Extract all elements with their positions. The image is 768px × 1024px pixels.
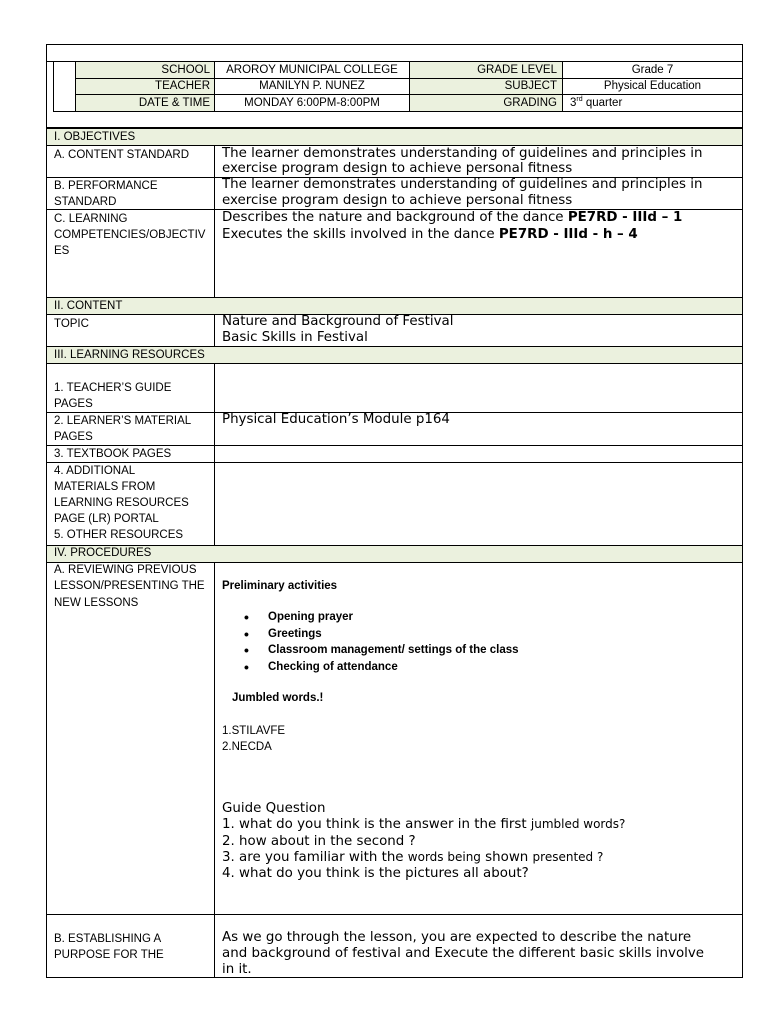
content-standard-line-2: exercise program design to achieve personal fitness — [222, 161, 573, 176]
guide-question-3-words: words being — [407, 850, 481, 864]
subject-label: SUBJECT — [504, 80, 557, 92]
subject-value: Physical Education — [603, 80, 702, 92]
competency-1-code: PE7RD - IIId – 1 — [567, 210, 683, 225]
competency-2 — [222, 227, 638, 243]
guide-question-1-text: 1. what do you think is the answer in the first — [222, 817, 531, 832]
guide-question-3-text: 3. are you familiar with the — [222, 850, 408, 865]
header-title-row — [46, 44, 743, 62]
teachers-guide-value-cell — [214, 363, 743, 413]
performance-standard-line-2: exercise program design to achieve personal fitness — [222, 193, 573, 208]
performance-standard-label-2: STANDARD — [54, 196, 117, 208]
grading-value — [570, 95, 622, 111]
other-resources-label: 5. OTHER RESOURCES — [54, 529, 184, 541]
grading-term: quarter — [582, 97, 623, 109]
teachers-guide-label-1: 1. TEACHER’S GUIDE — [54, 382, 172, 394]
jumbled-word-1: 1.STILAVFE — [222, 725, 286, 737]
grade-label: GRADE LEVEL — [477, 64, 557, 76]
additional-materials-label-1: 4. ADDITIONAL — [54, 465, 136, 477]
list-item: • Classroom management/ settings of the class — [222, 642, 519, 659]
purpose-label-1: B. ESTABLISHING A — [54, 933, 162, 945]
topic-label: TOPIC — [54, 318, 89, 330]
grading-number: 3 — [570, 97, 577, 109]
objectives-heading-row — [46, 128, 743, 146]
guide-question-1 — [222, 817, 625, 833]
school-label: SCHOOL — [161, 64, 210, 76]
performance-standard-label-1: B. PERFORMANCE — [54, 180, 158, 192]
topic-line-2: Basic Skills in Festival — [222, 330, 368, 345]
content-standard-line-1: The learner demonstrates understanding of guidelines and principles in — [222, 146, 703, 161]
review-label-cell — [46, 562, 215, 915]
jumbled-words-title: Jumbled words.! — [232, 692, 324, 704]
datetime-value: MONDAY 6:00PM-8:00PM — [244, 97, 380, 109]
grading-suffix: rd — [576, 96, 583, 104]
preliminary-activities-list — [222, 609, 519, 675]
additional-materials-value-cell — [214, 462, 743, 546]
purpose-line-2: and background of festival and Execute the different basic skills involve — [222, 946, 705, 961]
learners-material-value: Physical Education’s Module p164 — [222, 412, 450, 427]
competencies-label-3: ES — [54, 245, 70, 257]
objectives-heading: I. OBJECTIVES — [54, 131, 136, 143]
competencies-label-2: COMPETENCIES/OBJECTIV — [54, 229, 206, 241]
guide-question-title: Guide Question — [222, 801, 326, 816]
guide-question-3-shown: shown — [480, 850, 533, 865]
topic-line-1: Nature and Background of Festival — [222, 314, 454, 329]
guide-question-1-tail: jumbled words? — [530, 817, 626, 831]
textbook-value-cell — [214, 445, 743, 463]
school-value: AROROY MUNICIPAL COLLEGE — [226, 64, 398, 76]
competency-1 — [222, 210, 682, 226]
learners-material-label-2: PAGES — [54, 431, 93, 443]
review-label-1: A. REVIEWING PREVIOUS — [54, 564, 197, 576]
competency-2-text: Executes the skills involved in the dance — [222, 227, 499, 242]
datetime-label: DATE & TIME — [138, 97, 210, 109]
grading-label: GRADING — [503, 97, 557, 109]
resources-heading: III. LEARNING RESOURCES — [54, 349, 205, 361]
purpose-line-1: As we go through the lesson, you are expected to describe the nature — [222, 930, 692, 945]
competencies-label-1: C. LEARNING — [54, 213, 128, 225]
guide-question-2: 2. how about in the second ? — [222, 834, 416, 849]
textbook-label: 3. TEXTBOOK PAGES — [54, 448, 172, 460]
purpose-label-2: PURPOSE FOR THE — [54, 949, 164, 961]
teacher-label: TEACHER — [155, 80, 210, 92]
guide-question-4: 4. what do you think is the pictures all about? — [222, 866, 529, 881]
list-item: • Greetings — [222, 626, 519, 643]
grade-value: Grade 7 — [631, 64, 674, 76]
content-heading-row — [46, 297, 743, 315]
competency-1-text: Describes the nature and background of the dance — [222, 210, 568, 225]
learners-material-label-1: 2. LEARNER’S MATERIAL — [54, 415, 192, 427]
jumbled-word-2: 2.NECDA — [222, 741, 272, 753]
additional-materials-label-3: LEARNING RESOURCES — [54, 497, 189, 509]
guide-question-3-presented: presented ? — [532, 850, 604, 864]
teachers-guide-label-2: PAGES — [54, 398, 93, 410]
additional-materials-label-4: PAGE (LR) PORTAL — [54, 513, 159, 525]
content-heading: II. CONTENT — [54, 300, 123, 312]
list-item: • Opening prayer — [222, 609, 519, 626]
purpose-line-3: in it. — [222, 962, 252, 977]
teacher-value: MANILYN P. NUNEZ — [259, 80, 365, 92]
additional-materials-label-2: MATERIALS FROM — [54, 481, 156, 493]
procedures-heading: IV. PROCEDURES — [54, 547, 152, 559]
performance-standard-line-1: The learner demonstrates understanding of guidelines and principles in — [222, 177, 703, 192]
competency-2-code: PE7RD - IIId - h – 4 — [498, 227, 638, 242]
content-standard-label: A. CONTENT STANDARD — [54, 149, 190, 161]
guide-question-3 — [222, 850, 603, 866]
preliminary-activities-title: Preliminary activities — [222, 580, 338, 592]
review-label-2: LESSON/PRESENTING THE — [54, 580, 205, 592]
header-indent-cell — [53, 61, 76, 112]
review-label-3: NEW LESSONS — [54, 597, 139, 609]
list-item: • Checking of attendance — [222, 659, 519, 676]
